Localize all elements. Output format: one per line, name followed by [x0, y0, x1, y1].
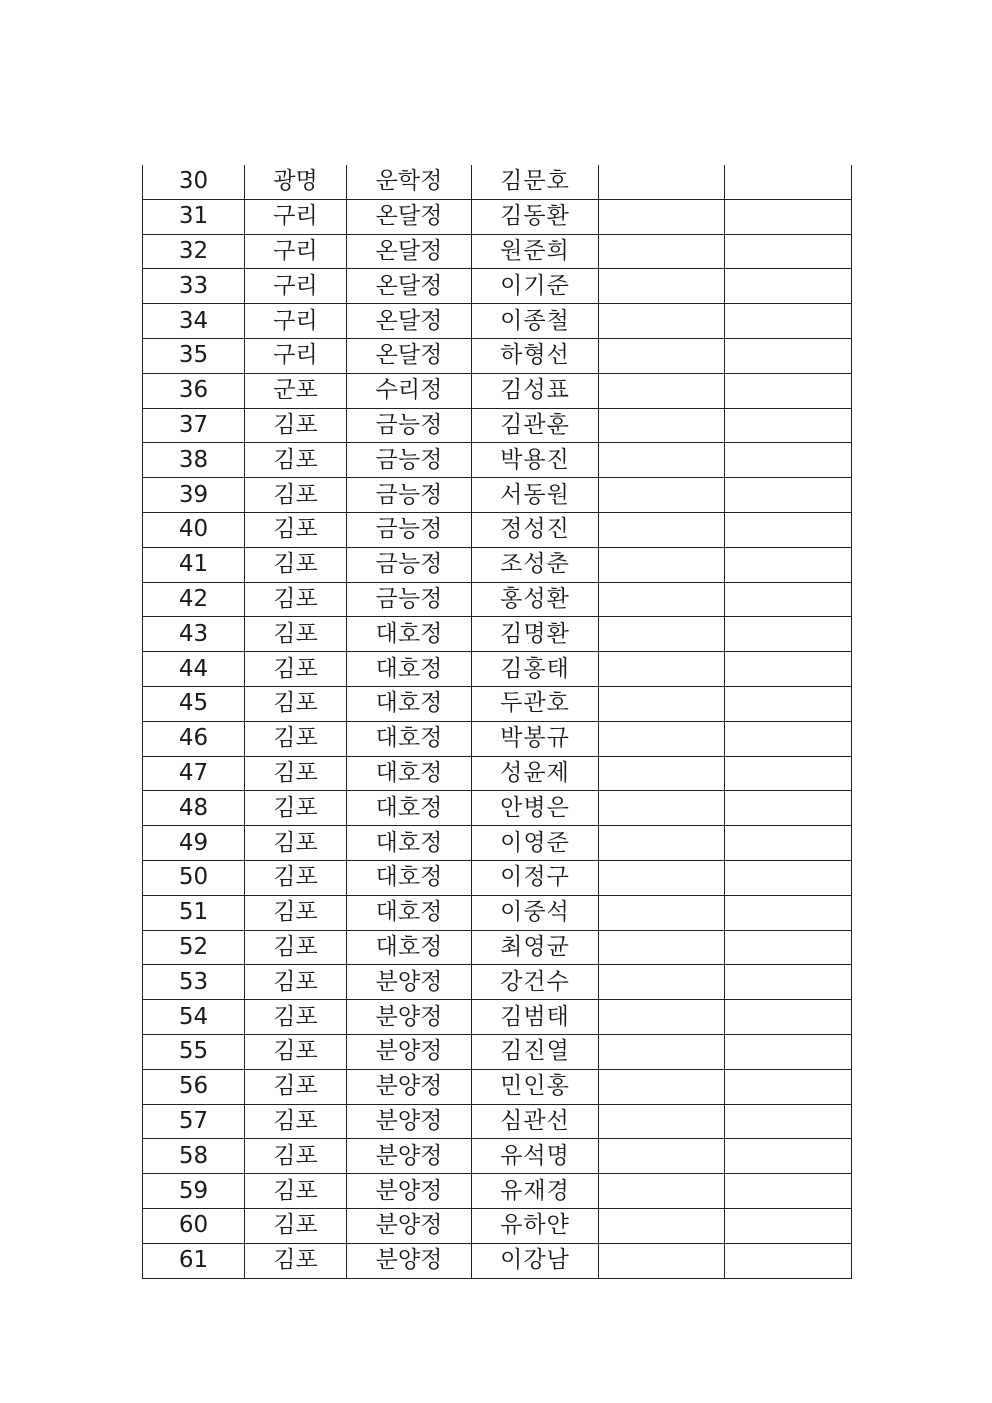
- table-row: [143, 269, 852, 304]
- empty-cell: [599, 1000, 725, 1035]
- empty-cell: [725, 930, 852, 965]
- table-row: [143, 756, 852, 791]
- member-name-cell: 원준희: [472, 234, 599, 269]
- empty-cell: [725, 965, 852, 1000]
- empty-cell: [725, 547, 852, 582]
- table-row: [143, 860, 852, 895]
- region-cell: 김포: [245, 860, 347, 895]
- region-cell: 김포: [245, 756, 347, 791]
- row-number: 57: [143, 1104, 245, 1139]
- row-number: 32: [143, 234, 245, 269]
- empty-cell: [725, 652, 852, 687]
- empty-cell: [599, 686, 725, 721]
- row-number: 44: [143, 652, 245, 687]
- member-name-cell: 김동환: [472, 199, 599, 234]
- region-cell: 김포: [245, 1139, 347, 1174]
- empty-cell: [599, 547, 725, 582]
- empty-cell: [725, 1000, 852, 1035]
- row-number: 43: [143, 617, 245, 652]
- region-cell: 김포: [245, 965, 347, 1000]
- table-row: [143, 965, 852, 1000]
- empty-cell: [725, 582, 852, 617]
- club-cell: 대호정: [347, 686, 472, 721]
- table-row: [143, 547, 852, 582]
- empty-cell: [725, 199, 852, 234]
- table-row: [143, 1208, 852, 1243]
- member-name-cell: 조성춘: [472, 547, 599, 582]
- empty-cell: [599, 1243, 725, 1278]
- row-number: 37: [143, 408, 245, 443]
- empty-cell: [725, 1069, 852, 1104]
- club-cell: 분양정: [347, 1069, 472, 1104]
- club-cell: 대호정: [347, 721, 472, 756]
- club-cell: 금능정: [347, 512, 472, 547]
- row-number: 60: [143, 1208, 245, 1243]
- row-number: 49: [143, 826, 245, 861]
- member-name-cell: 이강남: [472, 1243, 599, 1278]
- table-row: [143, 895, 852, 930]
- member-name-cell: 민인홍: [472, 1069, 599, 1104]
- club-cell: 분양정: [347, 1034, 472, 1069]
- member-name-cell: 김범태: [472, 1000, 599, 1035]
- empty-cell: [725, 443, 852, 478]
- member-name-cell: 정성진: [472, 512, 599, 547]
- empty-cell: [725, 512, 852, 547]
- club-cell: 대호정: [347, 791, 472, 826]
- region-cell: 김포: [245, 1000, 347, 1035]
- empty-cell: [599, 338, 725, 373]
- empty-cell: [725, 1208, 852, 1243]
- member-name-cell: 김성표: [472, 373, 599, 408]
- region-cell: 김포: [245, 443, 347, 478]
- empty-cell: [725, 826, 852, 861]
- club-cell: 금능정: [347, 547, 472, 582]
- member-name-cell: 이종철: [472, 304, 599, 339]
- row-number: 48: [143, 791, 245, 826]
- row-number: 41: [143, 547, 245, 582]
- empty-cell: [725, 165, 852, 199]
- table-row: [143, 478, 852, 513]
- region-cell: 김포: [245, 791, 347, 826]
- member-name-cell: 성윤제: [472, 756, 599, 791]
- table-row: [143, 1069, 852, 1104]
- row-number: 39: [143, 478, 245, 513]
- table-row: [143, 1034, 852, 1069]
- empty-cell: [725, 721, 852, 756]
- empty-cell: [599, 721, 725, 756]
- club-cell: 금능정: [347, 443, 472, 478]
- row-number: 34: [143, 304, 245, 339]
- table-row: [143, 1000, 852, 1035]
- row-number: 54: [143, 1000, 245, 1035]
- empty-cell: [725, 895, 852, 930]
- table-row: [143, 1104, 852, 1139]
- table-row: [143, 373, 852, 408]
- empty-cell: [599, 1104, 725, 1139]
- empty-cell: [599, 756, 725, 791]
- empty-cell: [599, 895, 725, 930]
- member-name-cell: 김진열: [472, 1034, 599, 1069]
- row-number: 59: [143, 1174, 245, 1209]
- empty-cell: [599, 1174, 725, 1209]
- empty-cell: [725, 756, 852, 791]
- empty-cell: [725, 1104, 852, 1139]
- club-cell: 온달정: [347, 269, 472, 304]
- region-cell: 김포: [245, 1104, 347, 1139]
- empty-cell: [725, 1243, 852, 1278]
- club-cell: 대호정: [347, 930, 472, 965]
- row-number: 53: [143, 965, 245, 1000]
- club-cell: 온달정: [347, 338, 472, 373]
- table-row: [143, 234, 852, 269]
- row-number: 40: [143, 512, 245, 547]
- row-number: 58: [143, 1139, 245, 1174]
- empty-cell: [725, 860, 852, 895]
- roster-table-body: [143, 165, 852, 1278]
- member-name-cell: 이중석: [472, 895, 599, 930]
- table-row: [143, 408, 852, 443]
- row-number: 36: [143, 373, 245, 408]
- row-number: 47: [143, 756, 245, 791]
- member-name-cell: 김문호: [472, 165, 599, 199]
- empty-cell: [725, 304, 852, 339]
- region-cell: 구리: [245, 199, 347, 234]
- club-cell: 분양정: [347, 1104, 472, 1139]
- table-row: [143, 443, 852, 478]
- empty-cell: [725, 234, 852, 269]
- member-name-cell: 김홍태: [472, 652, 599, 687]
- empty-cell: [599, 512, 725, 547]
- member-name-cell: 이영준: [472, 826, 599, 861]
- region-cell: 구리: [245, 234, 347, 269]
- empty-cell: [599, 408, 725, 443]
- member-name-cell: 강건수: [472, 965, 599, 1000]
- empty-cell: [599, 652, 725, 687]
- region-cell: 김포: [245, 547, 347, 582]
- member-name-cell: 홍성환: [472, 582, 599, 617]
- row-number: 55: [143, 1034, 245, 1069]
- club-cell: 금능정: [347, 408, 472, 443]
- club-cell: 온달정: [347, 304, 472, 339]
- table-row: [143, 652, 852, 687]
- table-row: [143, 721, 852, 756]
- row-number: 42: [143, 582, 245, 617]
- member-name-cell: 박봉규: [472, 721, 599, 756]
- region-cell: 구리: [245, 338, 347, 373]
- table-row: [143, 338, 852, 373]
- table-row: [143, 165, 852, 199]
- club-cell: 분양정: [347, 1139, 472, 1174]
- row-number: 38: [143, 443, 245, 478]
- region-cell: 김포: [245, 1243, 347, 1278]
- row-number: 31: [143, 199, 245, 234]
- empty-cell: [599, 165, 725, 199]
- table-row: [143, 199, 852, 234]
- member-name-cell: 심관선: [472, 1104, 599, 1139]
- empty-cell: [599, 860, 725, 895]
- empty-cell: [599, 1139, 725, 1174]
- row-number: 33: [143, 269, 245, 304]
- row-number: 52: [143, 930, 245, 965]
- empty-cell: [599, 1069, 725, 1104]
- region-cell: 군포: [245, 373, 347, 408]
- empty-cell: [725, 617, 852, 652]
- club-cell: 대호정: [347, 895, 472, 930]
- empty-cell: [725, 338, 852, 373]
- club-cell: 대호정: [347, 756, 472, 791]
- club-cell: 온달정: [347, 199, 472, 234]
- region-cell: 김포: [245, 895, 347, 930]
- row-number: 46: [143, 721, 245, 756]
- club-cell: 대호정: [347, 617, 472, 652]
- club-cell: 분양정: [347, 1243, 472, 1278]
- club-cell: 금능정: [347, 478, 472, 513]
- club-cell: 분양정: [347, 1174, 472, 1209]
- member-name-cell: 최영균: [472, 930, 599, 965]
- region-cell: 김포: [245, 582, 347, 617]
- region-cell: 구리: [245, 269, 347, 304]
- empty-cell: [599, 617, 725, 652]
- empty-cell: [725, 408, 852, 443]
- empty-cell: [599, 478, 725, 513]
- region-cell: 김포: [245, 686, 347, 721]
- member-name-cell: 유재경: [472, 1174, 599, 1209]
- member-name-cell: 두관호: [472, 686, 599, 721]
- empty-cell: [599, 373, 725, 408]
- row-number: 50: [143, 860, 245, 895]
- empty-cell: [599, 930, 725, 965]
- member-name-cell: 안병은: [472, 791, 599, 826]
- region-cell: 광명: [245, 165, 347, 199]
- member-name-cell: 하형선: [472, 338, 599, 373]
- member-name-cell: 이정구: [472, 860, 599, 895]
- empty-cell: [725, 1034, 852, 1069]
- club-cell: 온달정: [347, 234, 472, 269]
- table-row: [143, 791, 852, 826]
- region-cell: 김포: [245, 1034, 347, 1069]
- empty-cell: [725, 1139, 852, 1174]
- row-number: 45: [143, 686, 245, 721]
- table-row: [143, 930, 852, 965]
- empty-cell: [725, 791, 852, 826]
- region-cell: 김포: [245, 408, 347, 443]
- row-number: 61: [143, 1243, 245, 1278]
- empty-cell: [599, 791, 725, 826]
- empty-cell: [599, 269, 725, 304]
- member-name-cell: 유하얀: [472, 1208, 599, 1243]
- empty-cell: [725, 1174, 852, 1209]
- empty-cell: [725, 373, 852, 408]
- club-cell: 운학정: [347, 165, 472, 199]
- empty-cell: [599, 304, 725, 339]
- empty-cell: [725, 686, 852, 721]
- member-name-cell: 박용진: [472, 443, 599, 478]
- empty-cell: [599, 582, 725, 617]
- table-row: [143, 582, 852, 617]
- empty-cell: [599, 443, 725, 478]
- region-cell: 김포: [245, 721, 347, 756]
- region-cell: 김포: [245, 617, 347, 652]
- member-name-cell: 서동원: [472, 478, 599, 513]
- empty-cell: [599, 826, 725, 861]
- row-number: 56: [143, 1069, 245, 1104]
- table-row: [143, 512, 852, 547]
- table-row: [143, 1139, 852, 1174]
- region-cell: 김포: [245, 512, 347, 547]
- table-row: [143, 304, 852, 339]
- empty-cell: [599, 1208, 725, 1243]
- table-row: [143, 1174, 852, 1209]
- table-row: [143, 686, 852, 721]
- club-cell: 금능정: [347, 582, 472, 617]
- region-cell: 김포: [245, 478, 347, 513]
- row-number: 51: [143, 895, 245, 930]
- empty-cell: [725, 478, 852, 513]
- empty-cell: [725, 269, 852, 304]
- region-cell: 김포: [245, 1208, 347, 1243]
- table-row: [143, 1243, 852, 1278]
- region-cell: 구리: [245, 304, 347, 339]
- empty-cell: [599, 199, 725, 234]
- region-cell: 김포: [245, 930, 347, 965]
- empty-cell: [599, 965, 725, 1000]
- member-name-cell: 유석명: [472, 1139, 599, 1174]
- member-name-cell: 이기준: [472, 269, 599, 304]
- club-cell: 대호정: [347, 652, 472, 687]
- row-number: 30: [143, 165, 245, 199]
- empty-cell: [599, 1034, 725, 1069]
- club-cell: 분양정: [347, 1208, 472, 1243]
- region-cell: 김포: [245, 652, 347, 687]
- region-cell: 김포: [245, 1069, 347, 1104]
- club-cell: 수리정: [347, 373, 472, 408]
- member-name-cell: 김명환: [472, 617, 599, 652]
- roster-table: [142, 165, 852, 1279]
- club-cell: 분양정: [347, 965, 472, 1000]
- table-row: [143, 617, 852, 652]
- club-cell: 대호정: [347, 826, 472, 861]
- member-name-cell: 김관훈: [472, 408, 599, 443]
- empty-cell: [599, 234, 725, 269]
- region-cell: 김포: [245, 826, 347, 861]
- table-row: [143, 826, 852, 861]
- club-cell: 대호정: [347, 860, 472, 895]
- club-cell: 분양정: [347, 1000, 472, 1035]
- row-number: 35: [143, 338, 245, 373]
- region-cell: 김포: [245, 1174, 347, 1209]
